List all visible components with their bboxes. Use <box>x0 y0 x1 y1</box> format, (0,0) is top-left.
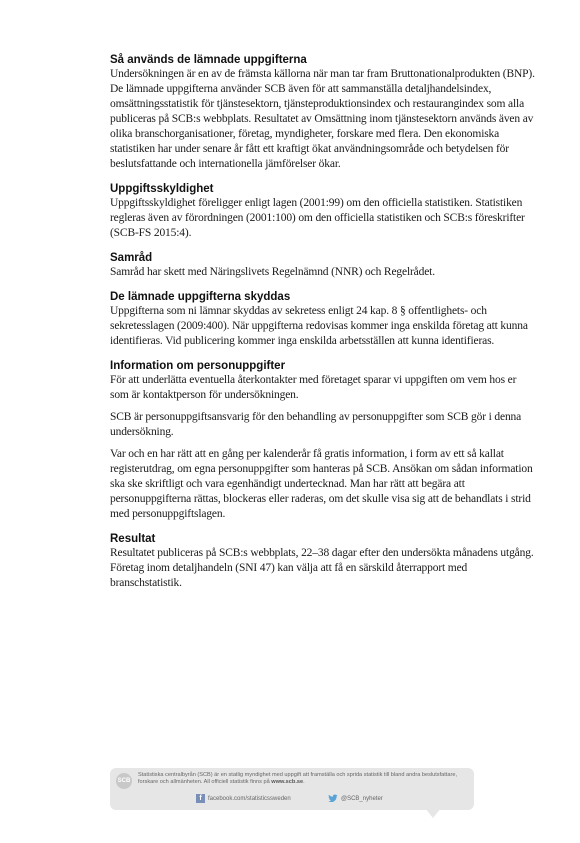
section-personal-data <box>110 359 535 522</box>
section-paragraph: SCB är personuppgiftsansvarig för den behandling av personuppgifter som SCB gör i denna undersökning. <box>110 411 522 438</box>
section-heading: Uppgiftsskyldighet <box>110 183 214 195</box>
section-paragraph: För att underlätta eventuella återkontakter med företaget sparar vi uppgiften om vem hos er som är kontaktperson för undersökningen. <box>110 374 517 401</box>
section-results <box>110 532 535 591</box>
section-obligation <box>110 182 535 241</box>
section-paragraph: Var och en har rätt att en gång per kalenderår få gratis information, i form av ett så kallat registerutdrag, om egna personuppgifter som hanteras på SCB. Ansökan om sådan information ska ske skriftligt och vara egenhändigt undertecknad. Man har rätt att begära att personuppgifterna rättas, blockeras eller raderas, om det skulle visa sig att de behandlats i strid med personuppgiftslagen. <box>110 448 533 520</box>
document-body <box>110 53 535 601</box>
section-protection <box>110 290 535 349</box>
footer-speech-tail <box>425 808 441 818</box>
footer-text-main: Statistiska centralbyrån (SCB) är en statlig myndighet med uppgift att framställa och sprida statistik till bland andra beslutsfattare, forskare och allmänheten. All officiell statistik finns på <box>138 772 457 785</box>
section-usage <box>110 53 535 172</box>
section-heading: Samråd <box>110 252 153 264</box>
section-paragraph: Resultatet publiceras på SCB:s webbplats, 22–38 dagar efter den undersökta månadens utgång. Företag inom detaljhandeln (SNI 47) kan välja att få en särskild återrapport med branschstatistik. <box>110 547 534 589</box>
facebook-label: facebook.com/statisticssweden <box>208 795 291 802</box>
twitter-label: @SCB_nyheter <box>341 795 383 802</box>
section-consultation <box>110 251 535 280</box>
twitter-bird-icon <box>328 794 338 803</box>
section-paragraph: Undersökningen är en av de främsta källorna när man tar fram Bruttonationalprodukten (BNP). De lämnade uppgifterna använder SCB även för att sammanställa detaljhandelsindex, omsättningsstatistik för tjänstesektorn, tjänsteproduktionsindex och restaurangindex som alla publiceras på SCB:s webbplats. Resultatet av Omsättning inom tjänstesektorn används även av olika branschorganisationer, företag, myndigheter, forskare med flera. Den ekonomiska statistiken har under senare år fått ett kraftigt ökat användningsområde och betydelsen för beslutsfattande och internationella jämförelser ökar. <box>110 68 535 170</box>
section-paragraph: Uppgiftsskyldighet föreligger enligt lagen (2001:99) om den officiella statistiken. Statistiken regleras även av förordningen (2001:100) om den officiella statistiken och SCB:s föreskrifter (SCB-FS 2015:4). <box>110 197 525 239</box>
facebook-link[interactable] <box>196 794 291 803</box>
section-heading: De lämnade uppgifterna skyddas <box>110 291 291 303</box>
section-heading: Så används de lämnade uppgifterna <box>110 54 307 66</box>
footer-description <box>138 772 468 786</box>
section-heading: Resultat <box>110 533 156 545</box>
section-paragraph: Samråd har skett med Näringslivets Regelnämnd (NNR) och Regelrådet. <box>110 266 435 278</box>
section-heading: Information om personuppgifter <box>110 360 286 372</box>
footer-info-box <box>110 768 474 810</box>
twitter-link[interactable] <box>328 794 383 803</box>
scb-logo: SCB <box>116 773 132 789</box>
footer-site-link[interactable]: www.scb.se <box>271 779 304 785</box>
footer-text-end: . <box>303 779 305 785</box>
facebook-icon: f <box>196 794 205 803</box>
section-paragraph: Uppgifterna som ni lämnar skyddas av sekretess enligt 24 kap. 8 § offentlighets- och sekretesslagen (2009:400). När uppgifterna redovisas kommer inga enskilda företag att kunna identifieras. Vid publicering kommer inga enskilda arbetsställen att kunna identifieras. <box>110 305 528 347</box>
